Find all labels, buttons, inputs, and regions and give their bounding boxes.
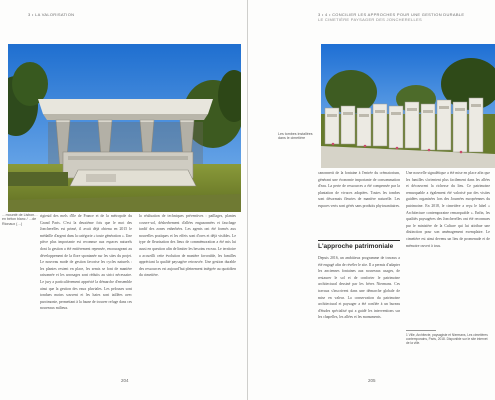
photo-caption: …mounté de Lisbon… en béton blanc / …de Rionaux (…) [2, 213, 38, 226]
section-heading: L'approche patrimoniale [318, 243, 394, 250]
text-column-2: Une nouvelle signalétique a été mise en place afin que les familles s'orientent plus facilement dans les allées et découvrent la richesse du lieu. Ce patrimoine remarquable a également été valorisé par des visites guidées organisées lors des Journées européennes du patrimoine. En 2018, le cimetière a reçu le label « Architecture contemporaine remarquable ». Enfin, les qualités paysagères des Joncherelles ont été reconnues par le ministère de la Culture qui lui attribue une distinction pour son aménagement exemplaire. Le cimetière est ainsi devenu un lieu de promenade et de mémoire ouvert à tous. [406, 171, 490, 248]
text-column-2: la réalisation de techniques préventives : paillages, plantes couvre-sol, désherbement d'allées engazonnées et fauchage tardif des zones enherbées. Les agents ont été formés aux nouvelles pratiques et les effets sont d'ores et déjà visibles. Le type de fleurisation des lieux de commémoration a été mis lui aussi en question afin de limiter les besoins en eau. Le territoire a accueilli cette évolution de manière favorable, les familles appréciant la qualité paysagère retrouvée. Une gestion durable des ressources est aujourd'hui pleinement intégrée au quotidien du cimetière. [139, 214, 236, 278]
photo-caption: Les tombes installées dans le cimetière [278, 132, 313, 141]
cemetery-crematorium-photo [8, 44, 241, 212]
footnote-rule [406, 330, 436, 331]
tombs-photo [321, 44, 495, 168]
running-head [318, 12, 464, 22]
page-number: 204 [121, 378, 129, 383]
left-page [0, 0, 247, 400]
footnote: 1 Ville, Architecte, paysagiste et Niermans, Les cimetières contemporains, Paris, 2018. Disponible sur le site internet de la ville. [406, 333, 488, 346]
running-head-subtitle: LE CIMETIÈRE PAYSAGER DES JONCHERELLES [318, 17, 422, 22]
tombs-illustration [321, 44, 495, 168]
text-column-1: rigiesid des mels d'île de France et de la métropole du Grand Paris. C'est la deuxième fois que le mot des Joncherelles est primé, il avait déjà obtenu en 2015 le médaille d'argent dans la catégorie « toute génération ». Une pièce plus importante est reconnue aux espaces naturels dont la gestion a été entièrement repensée, encourageant au développement de la flore spontanée sur les sites du projet. Le nouveau mode de gestion favorise les cycles naturels : les plantes restent en place, les semis se font de manière raisonnée et les arrosages sont réduits au strict nécessaire. Le jury a particulièrement apprécié la démarche d'ensemble ainsi que la gestion des eaux pluviales. Les pelouses sont tondues moins souvent et les haies sont taillées avec parcimonie, permettant à la faune de trouver refuge dans ces nouveaux milieux. [40, 214, 132, 311]
running-head-title: 3 • 4 • CONCILIER LES APPROCHES POUR UNE GESTION DURABLE [318, 12, 465, 17]
running-head: 3 • LA VALORISATION [28, 12, 75, 17]
page-number: 205 [368, 378, 376, 383]
text-column-1-top: canonnerit de la fontaine à l'entrée du crématorium, générant une économie importante de consommation d'eau. La perte de ressources a été compensée par la plantation de vivaces adaptées. Toutes les tombes sont désormais fleuries de manière naturelle. Les espaces verts sont gérés sans produits phytosanitaires. [318, 171, 400, 208]
right-page [248, 0, 495, 400]
heading-rule [318, 240, 400, 241]
text-column-1-bottom: Depuis 2016, un ambitieux programme de travaux a été engagé afin de révéler le site. Il a permis d'adapter les anciennes fontaines aux nouveaux usages, de restaurer le sol et de conforter le patrimoine architectural dessiné par les frères Niermans. Ces travaux s'inscrivent dans une démarche globale de mise en valeur. La conservation du patrimoine architectural et paysager a été confiée à un bureau d'études spécialisé qui a guidé les interventions sur les chapelles, les allées et les monuments. [318, 256, 400, 320]
crematorium-illustration [8, 44, 241, 212]
